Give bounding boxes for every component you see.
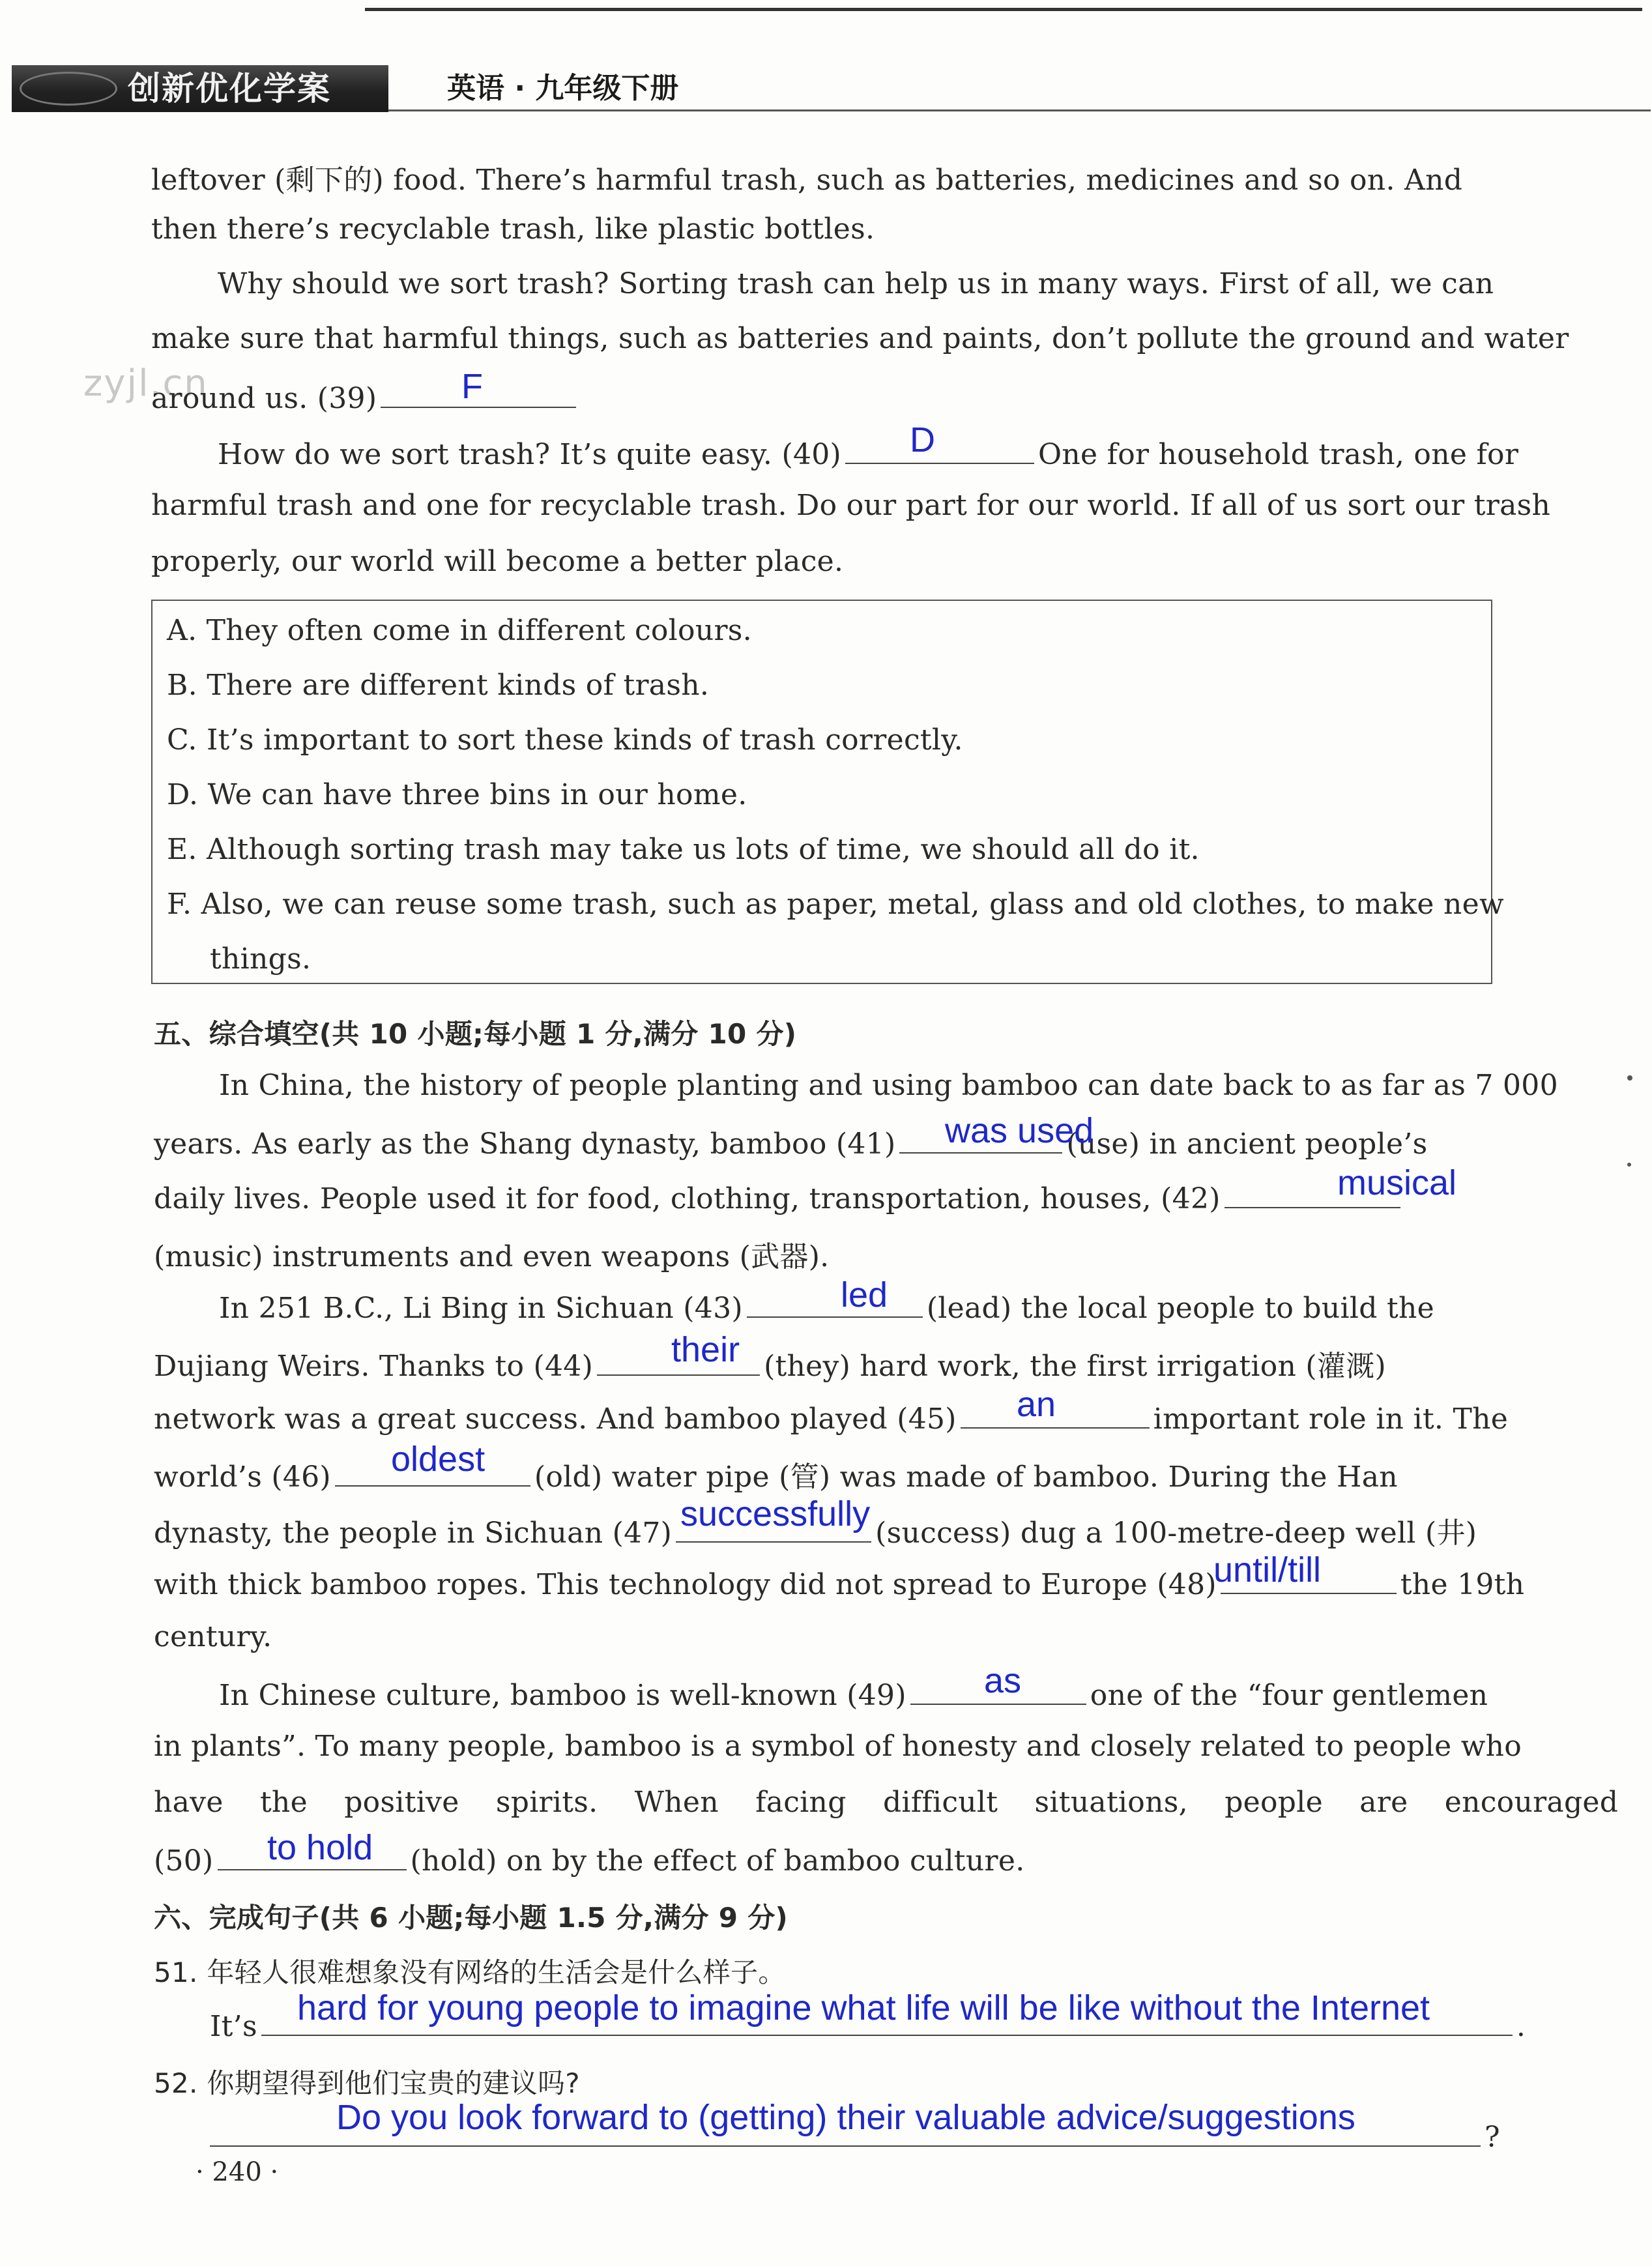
answer-42: musical — [1337, 1163, 1457, 1202]
passage-text: One for household trash, one for — [1038, 438, 1519, 471]
passage-line — [151, 378, 580, 415]
passage-line: then there’s recyclable trash, like plastic bottles. — [151, 212, 875, 246]
passage-text: the 19th — [1400, 1568, 1525, 1601]
answer-48: until/till — [1213, 1550, 1322, 1590]
question-49-label: In Chinese culture, bamboo is well-known (49) — [219, 1679, 906, 1712]
question-44-label: Dujiang Weirs. Thanks to (44) — [154, 1350, 594, 1383]
passage-line: Why should we sort trash? Sorting trash can help us in many ways. First of all, we can — [218, 267, 1494, 300]
answer-52: Do you look forward to (getting) their valuable advice/suggestions — [336, 2098, 1355, 2137]
option-c: C. It’s important to sort these kinds of trash correctly. — [167, 723, 963, 757]
option-d: D. We can have three bins in our home. — [167, 778, 747, 811]
header-rule — [388, 109, 1651, 111]
passage-line — [219, 1675, 1488, 1712]
answer-46: oldest — [391, 1440, 485, 1479]
question-43-label: In 251 B.C., Li Bing in Sichuan (43) — [219, 1292, 743, 1325]
section-5-title: 五、综合填空(共 10 小题;每小题 1 分,满分 10 分) — [154, 1018, 797, 1050]
passage-text: (old) water pipe (管) was made of bamboo. During the Han — [534, 1460, 1398, 1494]
question-47-label: dynasty, the people in Sichuan (47) — [154, 1517, 673, 1550]
passage-line — [154, 1399, 1508, 1436]
passage-line — [154, 1453, 1398, 1495]
page-number: · 240 · — [196, 2157, 279, 2187]
passage-line — [219, 1288, 1434, 1325]
question-52: 52. 你期望得到他们宝贵的建议吗? — [154, 2067, 580, 2099]
answer-49: as — [984, 1661, 1022, 1700]
answer-47: successfully — [680, 1494, 871, 1533]
passage-line — [218, 434, 1518, 471]
passage-text: one of the “four gentlemen — [1090, 1679, 1488, 1712]
option-a: A. They often come in different colours. — [167, 614, 752, 647]
question-41-label: years. As early as the Shang dynasty, bamboo (41) — [154, 1127, 896, 1161]
passage-line: century. — [154, 1620, 272, 1653]
answer-45: an — [1017, 1385, 1056, 1424]
answer-51: hard for young people to imagine what life will be like without the Internet — [297, 1988, 1430, 2027]
answer-40: D — [910, 420, 935, 459]
margin-dot — [1627, 1163, 1631, 1167]
section-6-title: 六、完成句子(共 6 小题;每小题 1.5 分,满分 9 分) — [154, 1902, 789, 1934]
subject-title: 英语 · 九年级下册 — [447, 72, 679, 105]
question-46-label: world’s (46) — [154, 1460, 331, 1494]
margin-dot — [1627, 1075, 1632, 1081]
option-b: B. There are different kinds of trash. — [167, 669, 710, 702]
passage-text: (use) in ancient people’s — [1066, 1127, 1428, 1161]
question-40-label: How do we sort trash? It’s quite easy. (40) — [218, 438, 842, 471]
question-45-label: network was a great success. And bamboo played (45) — [154, 1402, 957, 1436]
passage-line: harmful trash and one for recyclable trash. Do our part for our world. If all of us sort our trash — [151, 489, 1551, 522]
passage-line: properly, our world will become a better place. — [151, 545, 844, 578]
answer-44: their — [671, 1330, 740, 1369]
answer-41: was used — [945, 1111, 1094, 1150]
brand-logo — [12, 65, 388, 112]
passage-line — [154, 1178, 1404, 1215]
question-48-label: with thick bamboo ropes. This technology did not spread to Europe (48) — [154, 1568, 1217, 1601]
blank-40 — [845, 434, 1034, 464]
blank-43 — [747, 1288, 923, 1318]
question-52-end: ? — [1485, 2121, 1500, 2154]
top-rule — [365, 8, 1642, 11]
passage-line — [154, 1124, 1428, 1161]
passage-line — [154, 1343, 1386, 1384]
passage-text: (lead) the local people to build the — [926, 1292, 1434, 1325]
passage-text: important role in it. The — [1153, 1402, 1509, 1436]
answer-39: F — [461, 367, 483, 406]
answer-50: to hold — [267, 1828, 373, 1867]
answer-43: led — [841, 1275, 888, 1315]
question-50-label: (50) — [154, 1844, 214, 1878]
passage-line: In China, the history of people planting and using bamboo can date back to as far as 7 000 — [219, 1069, 1558, 1102]
brand-title: 创新优化学案 — [128, 70, 331, 108]
passage-text: (success) dug a 100-metre-deep well (井) — [875, 1517, 1477, 1550]
question-39-label: around us. (39) — [151, 382, 377, 415]
option-e: E. Although sorting trash may take us lots of time, we should all do it. — [167, 833, 1200, 866]
passage-text: (they) hard work, the first irrigation (灌溉) — [764, 1350, 1386, 1383]
passage-line: leftover (剩下的) food. There’s harmful trash, such as batteries, medicines and so on. And — [151, 164, 1463, 197]
question-51: 51. 年轻人很难想象没有网络的生活会是什么样子。 — [154, 1956, 786, 1988]
passage-line: (music) instruments and even weapons (武器). — [154, 1240, 830, 1273]
question-42-label: daily lives. People used it for food, clothing, transportation, houses, (42) — [154, 1182, 1221, 1215]
brand-swirl-icon — [20, 72, 117, 106]
question-51-prefix: It’s — [210, 2010, 257, 2043]
passage-line: in plants”. To many people, bamboo is a symbol of honesty and closely related to people who — [154, 1730, 1522, 1763]
watermark: zyjl.cn — [83, 362, 209, 405]
question-51-end: . — [1516, 2010, 1526, 2043]
passage-text: (hold) on by the effect of bamboo culture. — [410, 1844, 1025, 1878]
passage-line: make sure that harmful things, such as batteries and paints, don’t pollute the ground and water — [151, 322, 1569, 355]
option-f-continued: things. — [210, 942, 312, 976]
passage-line: have the positive spirits. When facing difficult situations, people are encouraged — [154, 1786, 1619, 1819]
page-header — [12, 65, 1651, 112]
option-f: F. Also, we can reuse some trash, such as paper, metal, glass and old clothes, to make new — [167, 888, 1504, 921]
